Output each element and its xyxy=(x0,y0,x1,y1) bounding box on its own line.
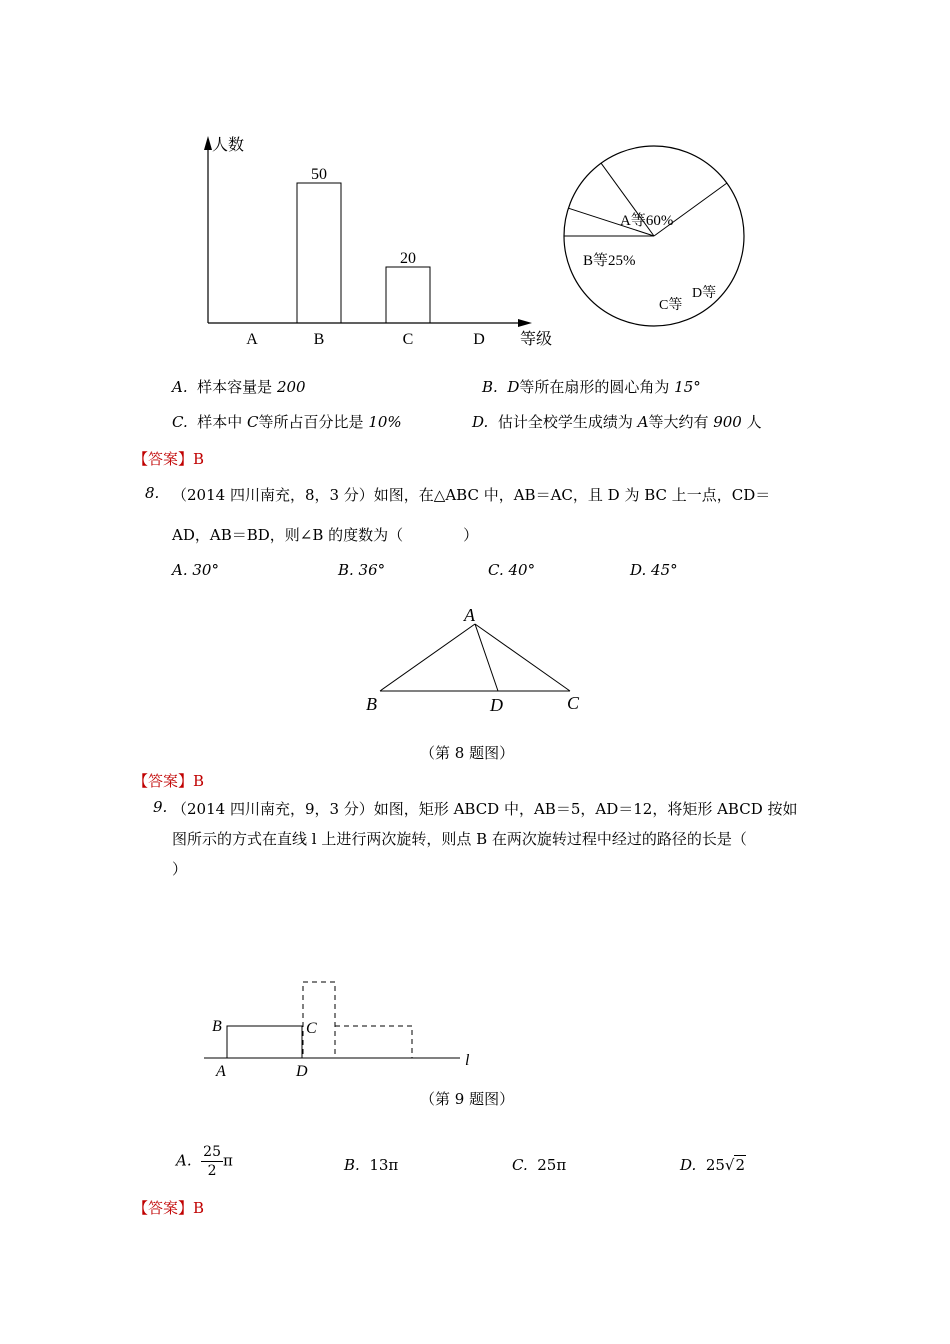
pie-label-c: C等 xyxy=(659,298,683,313)
q9-rectangle-original xyxy=(227,1026,302,1058)
bar-tick-label-b: B xyxy=(313,331,325,348)
q8-number: 8. xyxy=(145,484,160,502)
bar-y-label: 人数 xyxy=(212,137,245,154)
q8-figure-caption: （第 8 题图） xyxy=(420,744,515,762)
q9-figure-caption: （第 9 题图） xyxy=(420,1090,515,1108)
q9-label-c: C xyxy=(306,1020,317,1037)
q9-rectangle-rotated-2 xyxy=(335,1026,412,1058)
pie-label-a: A等60% xyxy=(620,213,674,229)
bar-c xyxy=(386,267,430,323)
q9-text-line3: ） xyxy=(172,860,188,878)
q8-segment-ad xyxy=(475,624,498,691)
q9-text-line1: （2014 四川南充，9，3 分）如图，矩形 ABCD 中，AB＝5，AD＝12，将矩形 ABCD 按如 xyxy=(172,800,798,818)
q8-label-a: A xyxy=(464,605,475,625)
q9-label-b: B xyxy=(212,1018,222,1035)
bar-tick-label-c: C xyxy=(402,331,414,348)
q7-option-b: B. D等所在扇形的圆心角为 15° xyxy=(482,378,701,396)
q7-answer: 【答案】B xyxy=(133,450,205,468)
q8-text-line1: （2014 四川南充，8，3 分）如图，在△ABC 中，AB＝AC，且 D 为 BC 上一点，CD＝ xyxy=(172,486,771,504)
bar-b xyxy=(297,183,341,323)
q9-option-c: C. 25π xyxy=(512,1156,567,1174)
q8-side-ab xyxy=(380,624,475,691)
pie-label-b: B等25% xyxy=(583,253,636,269)
q8-option-c: C. 40° xyxy=(488,561,536,579)
q8-side-ac xyxy=(475,624,570,691)
bar-value-label-c: 20 xyxy=(400,250,416,267)
q9-option-b: B. 13π xyxy=(344,1156,399,1174)
q8-label-b: B xyxy=(366,694,377,714)
q8-triangle-figure xyxy=(355,598,595,718)
bar-value-label-b: 50 xyxy=(311,166,327,183)
q9-text-line2: 图所示的方式在直线 l 上进行两次旋转，则点 B 在两次旋转过程中经过的路径的长是（ xyxy=(172,830,747,848)
q8-option-b: B. 36° xyxy=(338,561,386,579)
q9-option-d: D. 25√2 xyxy=(680,1156,746,1174)
q8-option-a: A. 30° xyxy=(172,561,219,579)
q8-label-d: D xyxy=(490,695,503,715)
q8-label-c: C xyxy=(567,693,580,713)
q8-text-line2: AD，AB＝BD，则∠B 的度数为（ ） xyxy=(172,526,479,544)
bar-tick-label-d: D xyxy=(473,331,485,348)
q7-option-d: D. 估计全校学生成绩为 A等大约有 900 人 xyxy=(472,413,762,431)
pie-chart xyxy=(560,143,750,328)
q9-answer: 【答案】B xyxy=(133,1199,205,1217)
q8-option-d: D. 45° xyxy=(630,561,678,579)
q9-option-a: A. $\frac{25}{2}$ π xyxy=(176,1144,233,1179)
q9-label-a: A xyxy=(216,1063,226,1080)
q7-option-c: C. 样本中 C等所占百分比是 10% xyxy=(172,413,402,431)
bar-x-label: 等级 xyxy=(520,331,553,348)
bar-tick-label-a: A xyxy=(246,331,258,348)
q9-label-l: l xyxy=(465,1052,470,1069)
pie-label-d: D等 xyxy=(692,286,717,301)
q9-number: 9. xyxy=(153,798,168,816)
q9-rectangle-figure xyxy=(198,975,488,1085)
q8-answer: 【答案】B xyxy=(133,772,205,790)
q7-option-a: A. 样本容量是 200 xyxy=(172,378,306,396)
bar-y-arrow xyxy=(204,136,212,150)
bar-x-arrow xyxy=(518,319,532,327)
bar-chart xyxy=(190,130,570,355)
q9-label-d: D xyxy=(296,1063,308,1080)
